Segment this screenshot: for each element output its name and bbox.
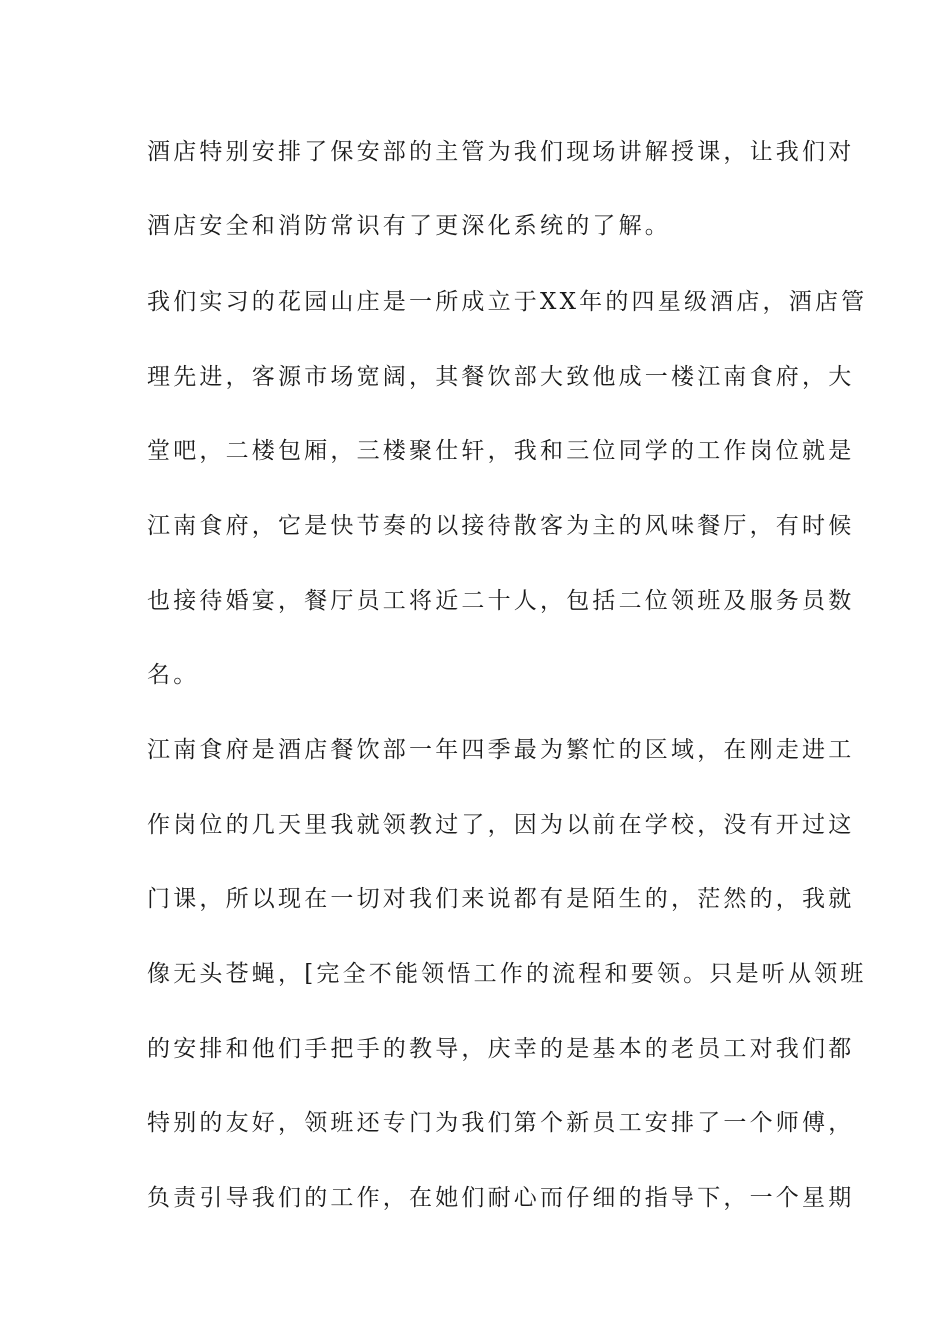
text-line-8: 名。 (147, 662, 200, 688)
text-line-15: 负责引导我们的工作，在她们耐心而仔细的指导下，一个星期 (147, 1185, 855, 1211)
text-line-10: 作岗位的几天里我就领教过了，因为以前在学校，没有开过这 (147, 812, 855, 838)
text-line-5: 堂吧，二楼包厢，三楼聚仕轩，我和三位同学的工作岗位就是 (147, 438, 855, 464)
text-line-7: 也接待婚宴，餐厅员工将近二十人，包括二位领班及服务员数 (147, 588, 855, 614)
text-line-13: 的安排和他们手把手的教导，庆幸的是基本的老员工对我们都 (147, 1036, 855, 1062)
text-line-6: 江南食府，它是快节奏的以接待散客为主的风味餐厅，有时候 (147, 513, 855, 539)
text-line-12: 像无头苍蝇，[完全不能领悟工作的流程和要领。只是听从领班 (147, 961, 867, 987)
text-line-14: 特别的友好，领班还专门为我们第个新员工安排了一个师傅， (147, 1110, 855, 1136)
text-line-1: 酒店特别安排了保安部的主管为我们现场讲解授课，让我们对 (147, 139, 855, 165)
text-line-11: 门课，所以现在一切对我们来说都有是陌生的，茫然的，我就 (147, 886, 855, 912)
text-line-2: 酒店安全和消防常识有了更深化系统的了解。 (147, 213, 671, 239)
text-line-3: 我们实习的花园山庄是一所成立于XX年的四星级酒店，酒店管 (147, 289, 868, 315)
text-line-4: 理先进，客源市场宽阔，其餐饮部大致他成一楼江南食府，大 (147, 364, 855, 390)
text-line-9: 江南食府是酒店餐饮部一年四季最为繁忙的区域，在刚走进工 (147, 737, 855, 763)
